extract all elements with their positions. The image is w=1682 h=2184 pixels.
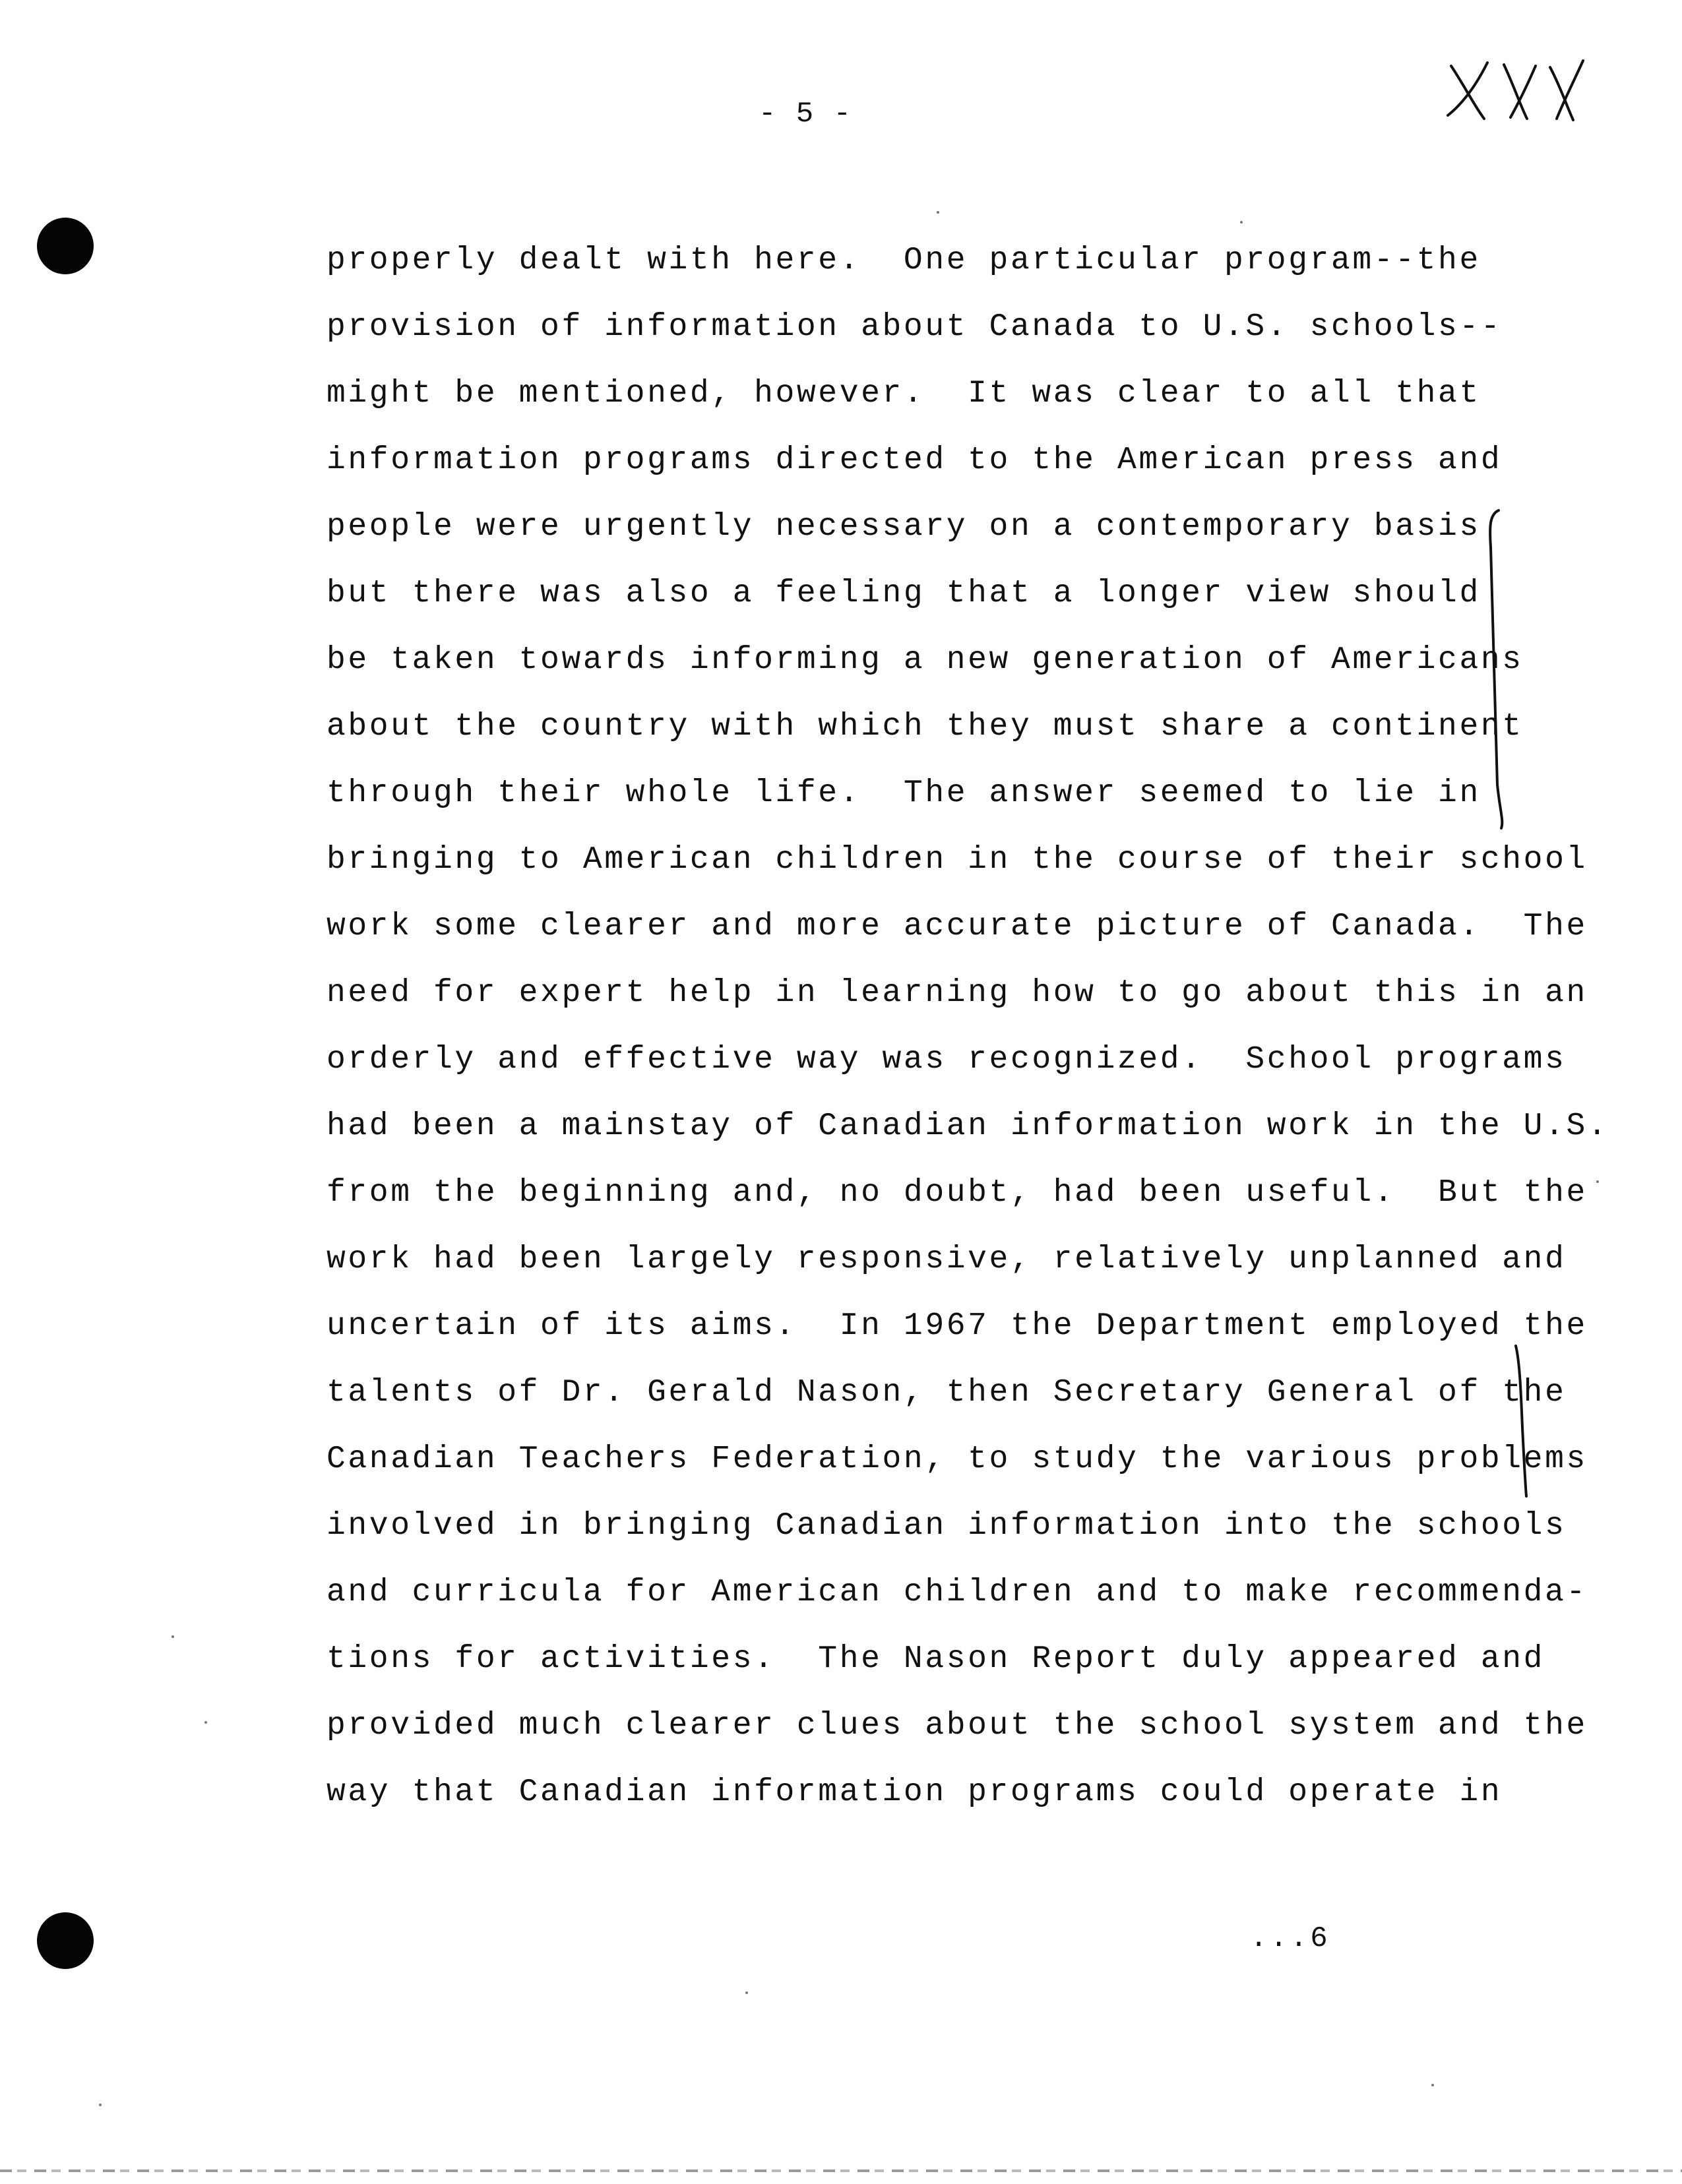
body-line: need for expert help in learning how to go about this in an bbox=[327, 975, 1588, 1011]
body-line: tions for activities. The Nason Report duly appeared and bbox=[327, 1641, 1545, 1677]
body-line: information programs directed to the American press and bbox=[327, 442, 1503, 478]
punch-hole-top bbox=[37, 218, 94, 274]
body-line: be taken towards informing a new generation of Americans bbox=[327, 642, 1524, 678]
margin-bracket-upper bbox=[1484, 508, 1511, 831]
body-line: and curricula for American children and to make recommenda- bbox=[327, 1575, 1588, 1610]
body-line: provision of information about Canada to U.S. schools-- bbox=[327, 309, 1503, 345]
scan-speck bbox=[1431, 2084, 1434, 2086]
body-line: way that Canadian information programs could operate in bbox=[327, 1774, 1503, 1810]
body-line: about the country with which they must share a continent bbox=[327, 709, 1524, 744]
body-line: orderly and effective way was recognized. School programs bbox=[327, 1042, 1567, 1077]
handwritten-mark bbox=[1438, 53, 1596, 125]
scan-speck bbox=[745, 1991, 748, 1994]
body-line: work some clearer and more accurate picture of Canada. The bbox=[327, 909, 1588, 944]
body-line: through their whole life. The answer seemed to lie in bbox=[327, 775, 1481, 811]
scan-speck bbox=[1596, 1180, 1599, 1183]
body-line: from the beginning and, no doubt, had been useful. But the bbox=[327, 1175, 1588, 1211]
body-text bbox=[327, 228, 1609, 1826]
body-line: bringing to American children in the course of their school bbox=[327, 842, 1588, 878]
scan-edge-noise bbox=[0, 2169, 1682, 2172]
body-line: talents of Dr. Gerald Nason, then Secretary General of the bbox=[327, 1375, 1567, 1410]
punch-hole-bottom bbox=[37, 1912, 94, 1969]
scan-speck bbox=[1240, 221, 1243, 224]
scan-speck bbox=[204, 1721, 207, 1724]
scan-speck bbox=[99, 2104, 102, 2106]
body-line: had been a mainstay of Canadian information work in the U.S. bbox=[327, 1108, 1609, 1144]
body-line: people were urgently necessary on a contemporary basis bbox=[327, 509, 1481, 545]
body-line: but there was also a feeling that a longer view should bbox=[327, 576, 1481, 611]
body-line: uncertain of its aims. In 1967 the Department employed the bbox=[327, 1308, 1588, 1344]
body-line: Canadian Teachers Federation, to study the various problems bbox=[327, 1441, 1588, 1477]
scan-speck bbox=[171, 1635, 174, 1638]
margin-bracket-lower bbox=[1511, 1342, 1537, 1500]
body-line: properly dealt with here. One particular program--the bbox=[327, 243, 1481, 278]
continuation-marker: ...6 bbox=[1250, 1922, 1330, 1955]
page-number: - 5 - bbox=[759, 98, 853, 131]
scan-speck bbox=[937, 211, 939, 214]
body-line: might be mentioned, however. It was clear to all that bbox=[327, 376, 1481, 411]
body-line: work had been largely responsive, relatively unplanned and bbox=[327, 1242, 1567, 1277]
body-line: involved in bringing Canadian information into the schools bbox=[327, 1508, 1567, 1544]
body-line: provided much clearer clues about the school system and the bbox=[327, 1708, 1588, 1744]
